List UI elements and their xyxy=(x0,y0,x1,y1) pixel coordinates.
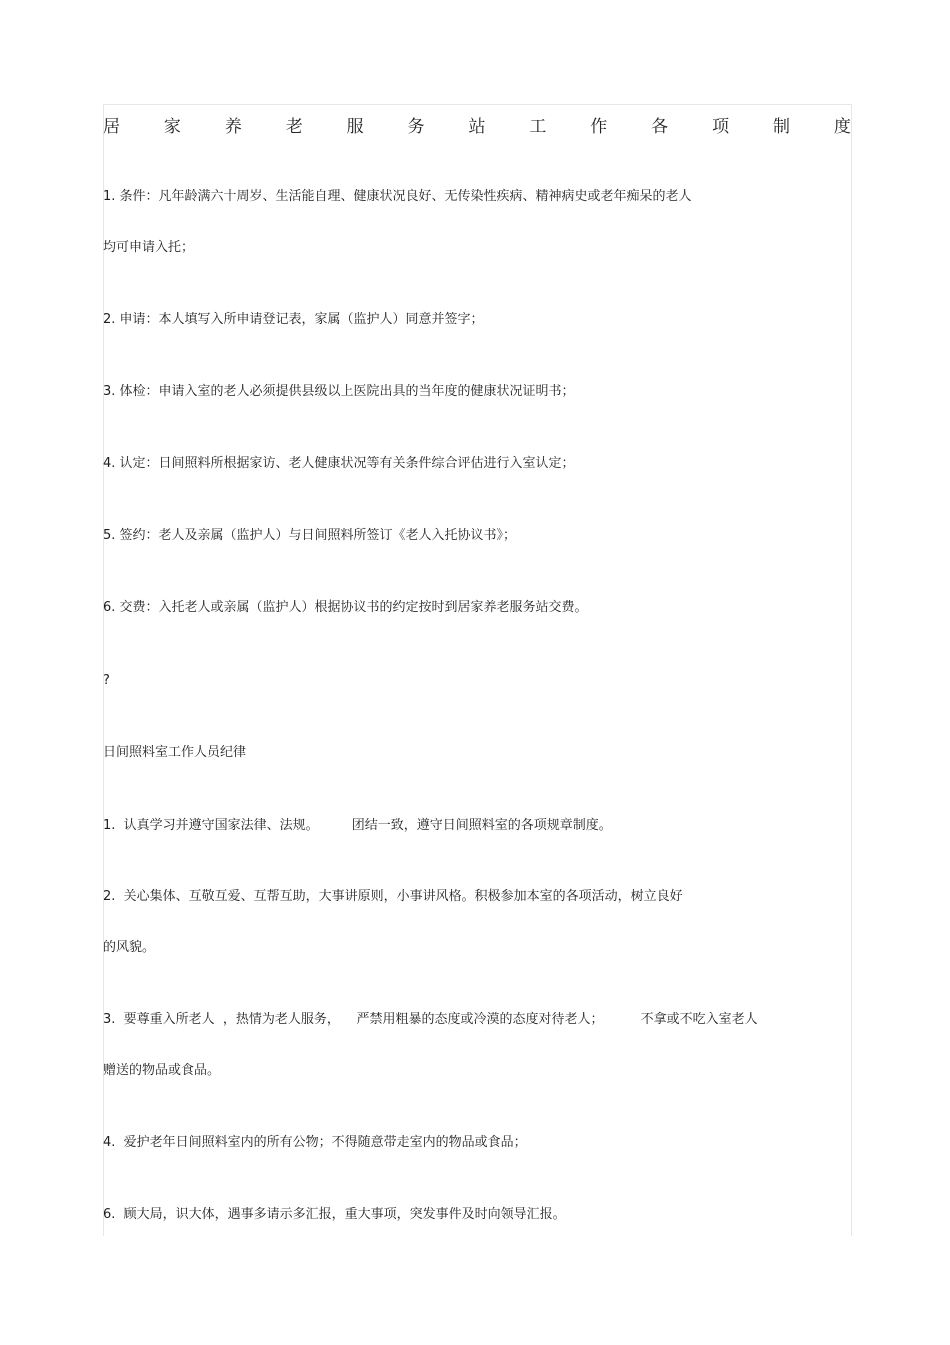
title-char: 务 xyxy=(407,117,425,137)
page-frame-top xyxy=(103,104,851,105)
discipline-item-1: 1. 认真学习并遵守国家法律、法规。 团结一致，遵守日间照料室的各项规章制度。 xyxy=(103,818,612,833)
discipline-item-3-cont: 赠送的物品或食品。 xyxy=(103,1063,221,1078)
title-char: 养 xyxy=(224,117,242,137)
discipline-item-3: 3. 要尊重入所老人 ，热情为老人服务， 严禁用粗暴的态度或冷漠的态度对待老人； 不拿或不吃入室老人 xyxy=(103,1012,758,1027)
rule-health-check: 3. 体检：申请入室的老人必须提供县级以上医院出具的当年度的健康状况证明书； xyxy=(103,384,575,399)
rule-application: 2. 申请：本人填写入所申请登记表，家属（监护人）同意并签字； xyxy=(103,312,484,327)
title-char: 工 xyxy=(529,117,547,137)
title-char: 项 xyxy=(712,117,730,137)
rule-condition-cont: 均可申请入托； xyxy=(103,240,195,255)
title-char: 服 xyxy=(346,117,364,137)
title-char: 站 xyxy=(468,117,486,137)
discipline-item-6: 6. 顾大局，识大体，遇事多请示多汇报，重大事项，突发事件及时向领导汇报。 xyxy=(103,1207,566,1222)
rule-contract: 5. 签约：老人及亲属（监护人）与日间照料所签订《老人入托协议书》； xyxy=(103,528,517,543)
discipline-item-4: 4. 爱护老年日间照料室内的所有公物；不得随意带走室内的物品或食品； xyxy=(103,1135,527,1150)
rule-approval: 4. 认定：日间照料所根据家访、老人健康状况等有关条件综合评估进行入室认定； xyxy=(103,456,575,471)
page-frame-right xyxy=(851,104,852,1236)
rule-condition: 1. 条件：凡年龄满六十周岁、生活能自理、健康状况良好、无传染性疾病、精神病史或老年痴呆的老人 xyxy=(103,189,692,204)
discipline-item-2: 2. 关心集体、互敬互爱、互帮互助，大事讲原则，小事讲风格。积极参加本室的各项活动，树立良好 xyxy=(103,889,683,904)
rule-payment: 6. 交费：入托老人或亲属（监护人）根据协议书的约定按时到居家养老服务站交费。 xyxy=(103,600,588,615)
discipline-item-2-cont: 的风貌。 xyxy=(103,940,156,955)
title-char: 各 xyxy=(651,117,669,137)
title-char: 老 xyxy=(285,117,303,137)
title-char: 制 xyxy=(772,117,790,137)
section-heading: 日间照料室工作人员纪律 xyxy=(103,745,247,760)
document-title xyxy=(103,114,851,140)
title-char: 作 xyxy=(590,117,608,137)
title-char: 居 xyxy=(103,117,120,137)
title-char: 度 xyxy=(833,117,851,137)
title-char: 家 xyxy=(163,117,181,137)
stray-question-mark: ? xyxy=(103,673,110,688)
